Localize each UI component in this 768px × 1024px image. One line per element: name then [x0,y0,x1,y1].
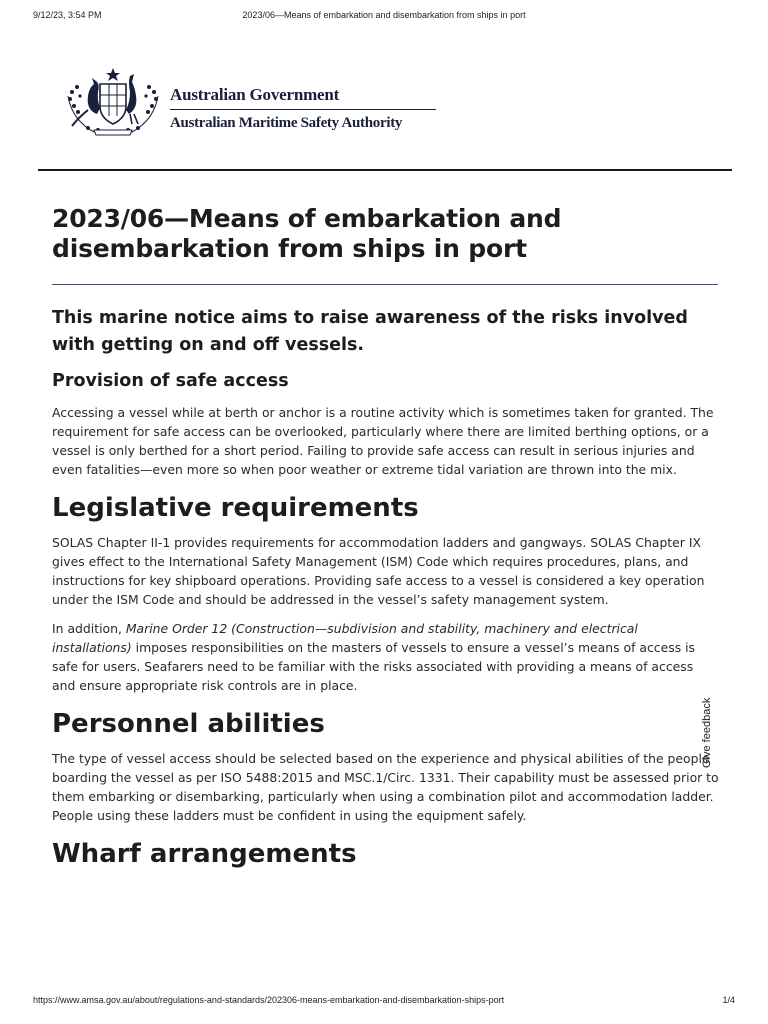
paragraph-legislative-2 [52,619,720,695]
article [52,204,720,871]
paragraph-safe-access: Accessing a vessel while at berth or anchor is a routine activity which is sometimes taken for granted. The requirement for safe access can be overlooked, particularly where there are limited berthing options, or a vessel is only berthed for a short period. Failing to provide safe access can result in serious injuries and even fatalities—even more so when poor weather or extreme tidal variation are thrown into the mix. [52,405,714,477]
marine-order-12-reference: Marine Order 12 (Construction—subdivision and stability, machinery and electrical installations) [52,621,638,655]
brand-logo[interactable] [64,66,444,138]
print-url: https://www.amsa.gov.au/about/regulations-and-standards/202306-means-embarkation-and-disembarkation-ships-port [33,995,505,1005]
header-divider [38,169,732,171]
print-doc-title: 2023/06—Means of embarkation and disembarkation from ships in port [242,10,526,20]
give-feedback-button[interactable]: Give feedback [701,697,713,768]
paragraph-legislative-2-intro: In addition, [52,621,126,636]
page-title: 2023/06—Means of embarkation and disembarkation from ships in port [52,204,562,263]
brand-line-amsa: Australian Maritime Safety Authority [170,115,403,131]
heading-wharf-arrangements: Wharf arrangements [52,839,357,869]
paragraph-personnel: The type of vessel access should be selected based on the experience and physical abilities of the people boarding the vessel as per ISO 5488:2015 and MSC.1/Circ. 1331. Their capability must be assessed prior to them embarking or disembarking, particularly when using a combination pilot and accommodation ladder. People using these ladders must be confident in using the equipment safely. [52,751,719,823]
print-datetime: 9/12/23, 3:54 PM [33,10,102,20]
brand-line-government: Australian Government [170,85,340,104]
heading-safe-access: Provision of safe access [52,371,289,391]
brand-wordmark [170,86,436,132]
brand-divider [170,109,436,110]
paragraph-legislative-1: SOLAS Chapter II-1 provides requirements for accommodation ladders and gangways. SOLAS Chapter IX gives effect to the International Safety Management (ISM) Code which requires procedures, plans, and instructions for key shipboard operations. Providing safe access to a vessel is considered a key operation under the ISM Code and should be addressed in the vessel’s safety management system. [52,535,705,607]
article-lede: This marine notice aims to raise awareness of the risks involved with getting on and off vessels. [52,308,688,355]
print-footer [0,995,768,1009]
page-number: 1/4 [722,995,735,1005]
heading-legislative-requirements: Legislative requirements [52,493,419,523]
print-header [0,10,768,24]
paragraph-legislative-2-rest: imposes responsibilities on the masters of vessels to ensure a vessel’s means of access is safe for users. Seafarers need to be familiar with the risks associated with providing a means of access and ensure appropriate risk controls are in place. [52,640,695,693]
heading-personnel-abilities: Personnel abilities [52,709,325,739]
title-divider [52,284,718,285]
coat-of-arms-icon [64,66,162,136]
